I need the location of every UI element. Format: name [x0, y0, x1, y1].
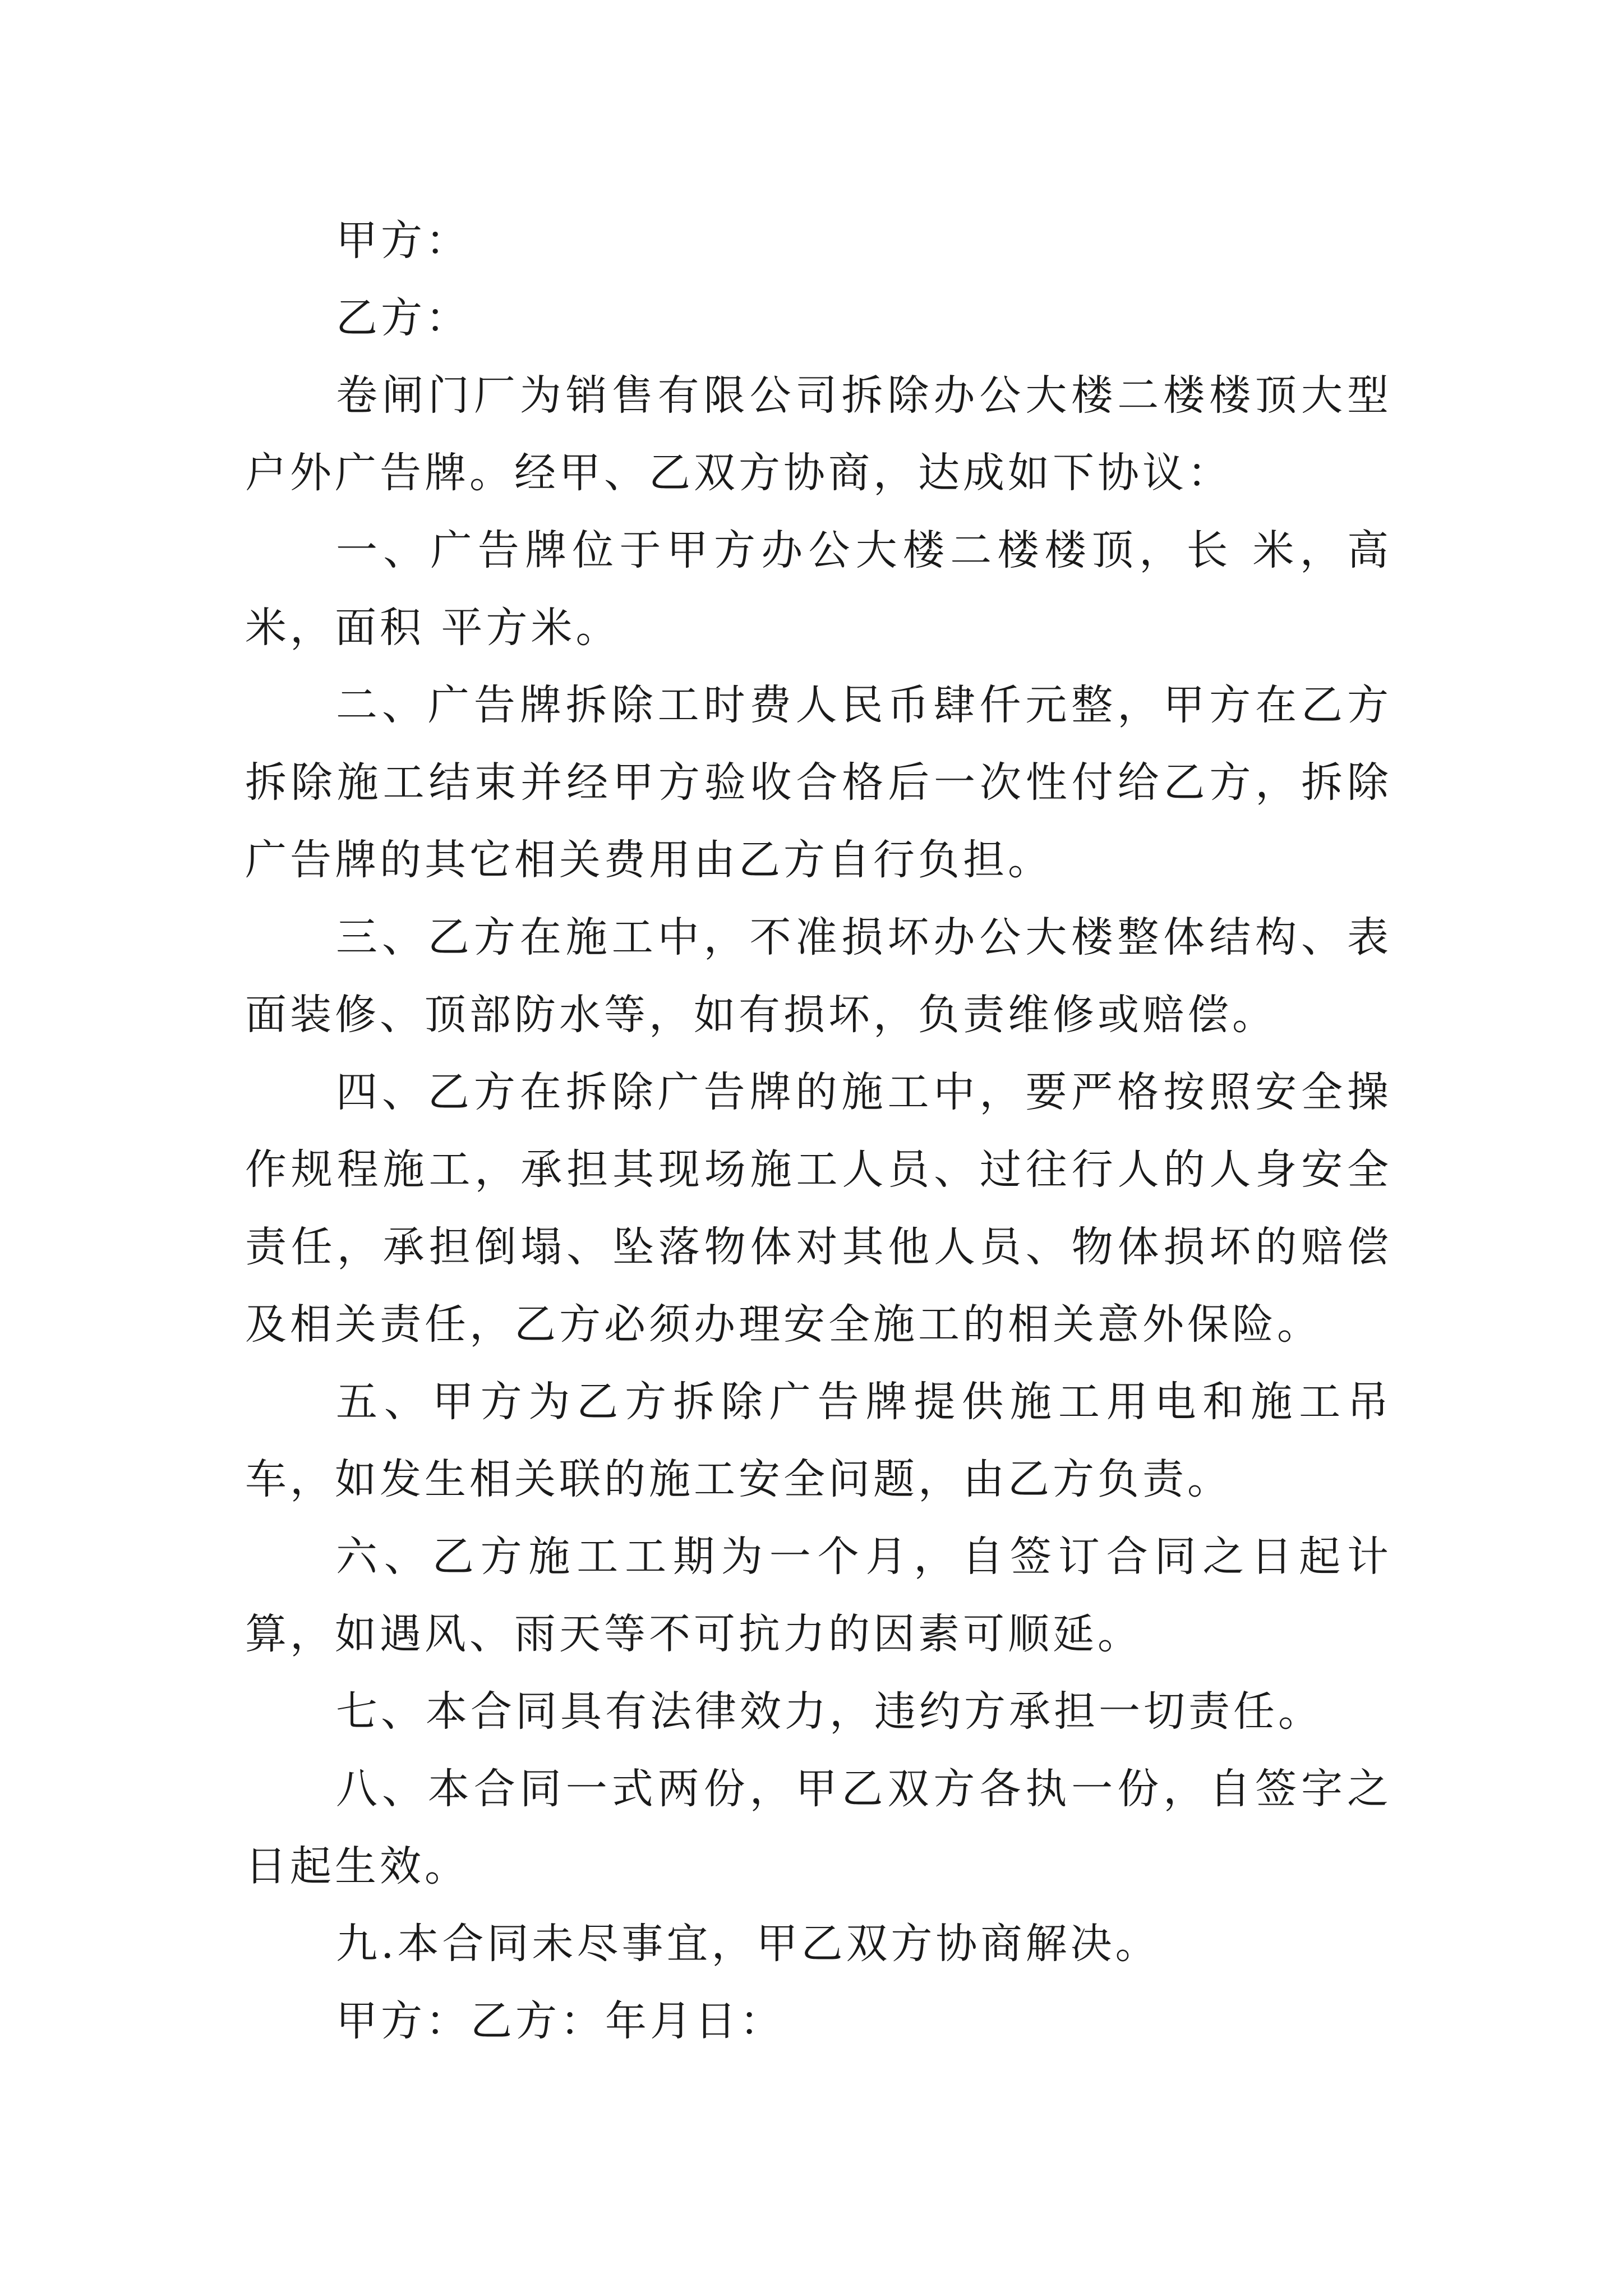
- clause-8: 八、本合同一式两份，甲乙双方各执一份，自签字之日起生效。: [245, 1765, 1392, 1890]
- clause-1: 一、广告牌位于甲方办公大楼二楼楼顶，长 米，高 米，面积 平方米。: [245, 526, 1392, 652]
- contract-body: [245, 202, 1392, 2060]
- party-a-line: 甲方：: [336, 217, 471, 265]
- clause-7: 七、本合同具有法律效力，违约方承担一切责任。: [336, 1687, 1323, 1736]
- party-b-line: 乙方：: [336, 294, 471, 342]
- clause-9: 九.本合同未尽事宜，甲乙双方协商解决。: [336, 1920, 1160, 1968]
- signature-line: 甲方：乙方：年月日：: [336, 1997, 785, 2045]
- clause-3: 三、乙方在施工中，不准损坏办公大楼整体结构、表面装修、顶部防水等，如有损坏，负责维修或赔偿。: [245, 913, 1392, 1039]
- clause-5: 五、甲方为乙方拆除广告牌提供施工用电和施工吊车，如发生相关联的施工安全问题，由乙方负责。: [245, 1378, 1392, 1503]
- clause-6: 六、乙方施工工期为一个月，自签订合同之日起计算，如遇风、雨天等不可抗力的因素可顺延。: [245, 1533, 1392, 1658]
- clause-4: 四、乙方在拆除广告牌的施工中，要严格按照安全操作规程施工，承担其现场施工人员、过往行人的人身安全责任，承担倒塌、坠落物体对其他人员、物体损坏的赔偿及相关责任，乙方必须办理安全施工的相关意外保险。: [245, 1068, 1392, 1349]
- intro-paragraph: 卷闸门厂为销售有限公司拆除办公大楼二楼楼顶大型户外广告牌。经甲、乙双方协商，达成如下协议：: [245, 371, 1392, 497]
- clause-2: 二、广告牌拆除工时费人民币肆仟元整，甲方在乙方拆除施工结束并经甲方验收合格后一次性付给乙方，拆除广告牌的其它相关费用由乙方自行负担。: [245, 681, 1392, 884]
